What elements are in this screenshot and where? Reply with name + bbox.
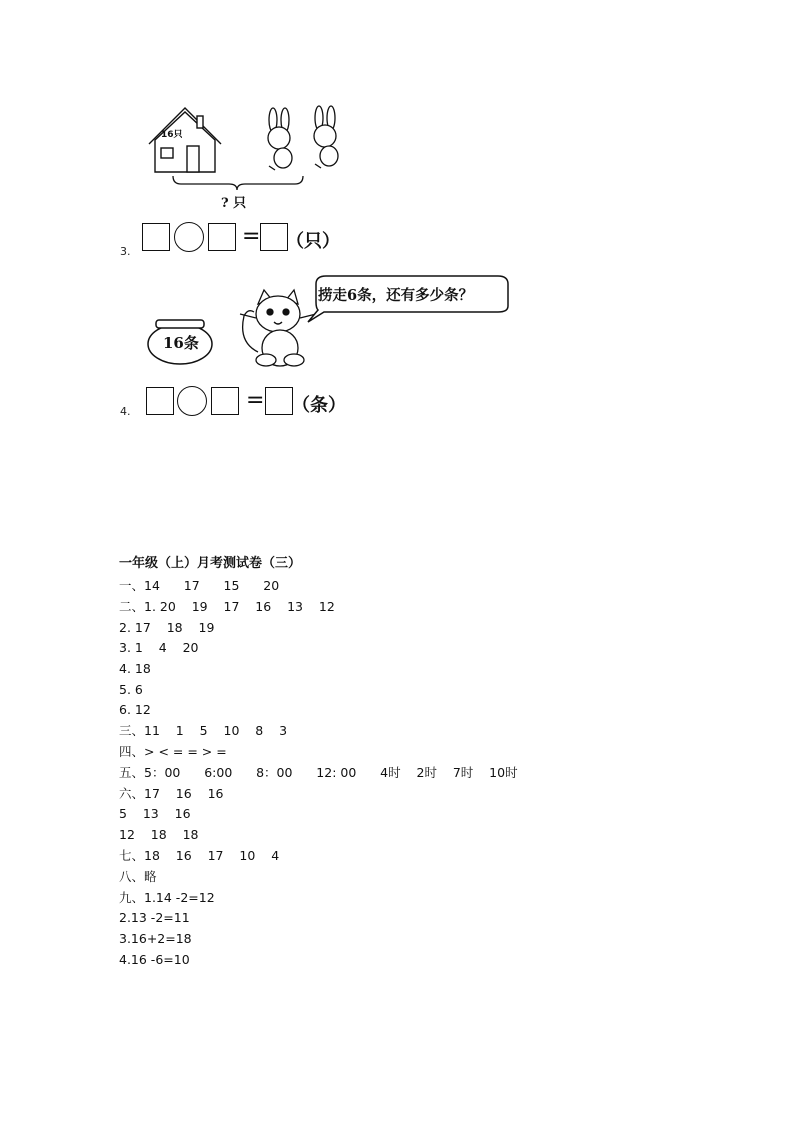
rabbit-icon [314,106,338,168]
answer-line: 九、1.14 -2=12 [119,890,215,905]
answer-line: 4.16 -6=10 [119,952,190,967]
answer-line: 12 18 18 [119,827,199,842]
result-box[interactable] [260,223,288,251]
house-label: 16只 [161,130,183,140]
equals-sign: = [242,224,261,249]
question-number: 3. [120,245,131,258]
unit-label: （条） [292,395,346,416]
answer-line: 七、18 16 17 10 4 [119,848,280,863]
answer-key-title: 一年级（上）月考测试卷（三） [119,556,302,571]
speech-text: 捞走6条，还有多少条？ [318,287,474,304]
answer-line: 八、略 [119,869,157,884]
picture-caption: ? 只 [221,196,247,211]
answer-line: 3.16+2=18 [119,931,192,946]
answer-line: 四、> < = = > = [119,744,227,759]
operator-circle[interactable] [177,386,207,416]
answer-line: 4. 18 [119,661,151,676]
answer-line: 五、5：00 6:00 8：00 12: 00 4时 2时 7时 10时 [119,765,518,780]
answer-line: 3. 1 4 20 [119,640,199,655]
answer-line: 一、14 17 15 20 [119,578,280,593]
answer-line: 5 13 16 [119,806,191,821]
answer-line: 2.13 -2=11 [119,910,190,925]
equals-sign: = [246,388,265,413]
answer-box[interactable] [208,223,236,251]
answer-box[interactable] [146,387,174,415]
rabbit-icon [268,108,292,170]
answer-line: 二、1. 20 19 17 16 13 12 [119,599,335,614]
house-icon [149,108,221,172]
operator-circle[interactable] [174,222,204,252]
answer-line: 三、11 1 5 10 8 3 [119,723,288,738]
answer-line: 5. 6 [119,682,143,697]
question-number: 4. [120,405,131,418]
answer-line: 6. 12 [119,702,151,717]
unit-label: （只） [286,231,340,252]
cat-icon [240,290,316,366]
answer-line: 六、17 16 16 [119,786,224,801]
answer-box[interactable] [211,387,239,415]
answer-box[interactable] [142,223,170,251]
jar-label: 16条 [163,334,199,352]
house-rabbits-illustration [145,100,365,210]
answer-line: 2. 17 18 19 [119,620,215,635]
result-box[interactable] [265,387,293,415]
brace-line [173,176,303,190]
